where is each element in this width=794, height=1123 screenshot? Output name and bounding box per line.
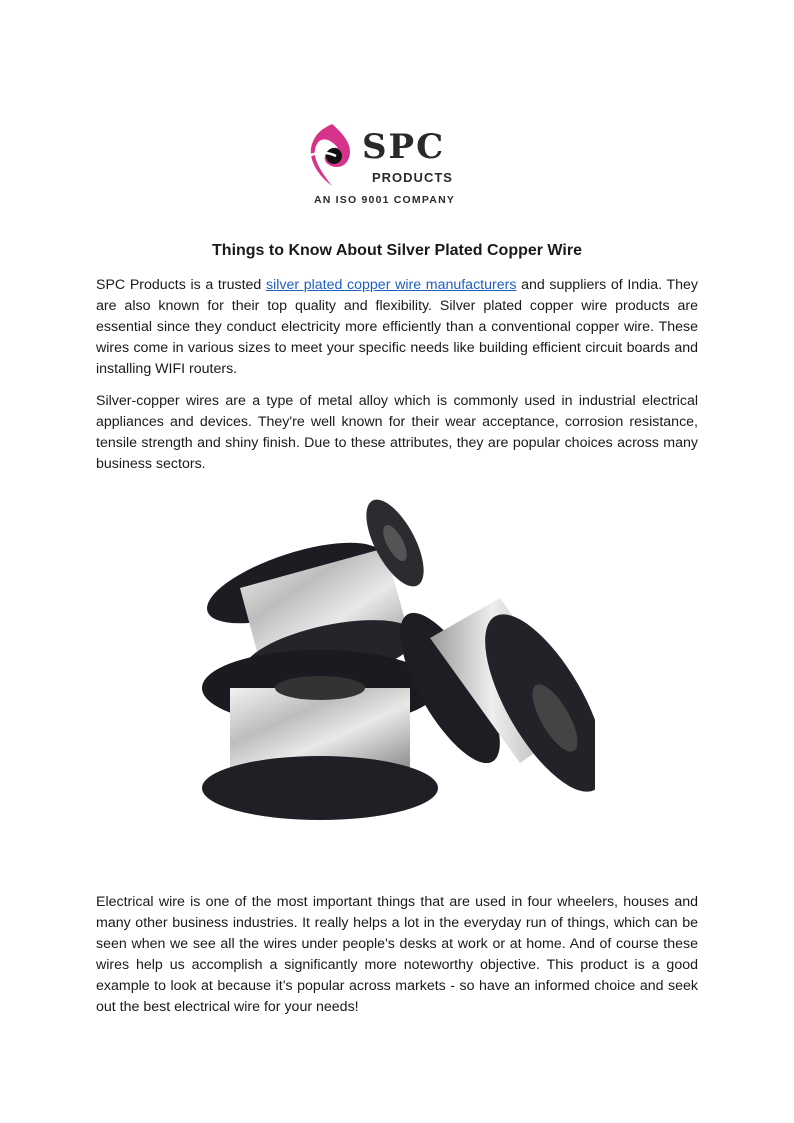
article-title: Things to Know About Silver Plated Copper Wire	[212, 242, 582, 259]
wire-spools-image	[200, 488, 595, 823]
company-logo	[300, 118, 480, 210]
paragraph-alloy: Silver-copper wires are a type of metal alloy which is commonly used in industrial electrical appliances and devices. They're well known for their wear acceptance, corrosion resistance, tensile strength and shiny finish. Due to these attributes, they are popular choices across many business sectors.	[96, 393, 698, 472]
logo-tagline: AN ISO 9001 COMPANY	[314, 194, 456, 206]
bottom-spool	[202, 650, 438, 820]
paragraph-intro	[96, 275, 698, 380]
paragraph-closing: Electrical wire is one of the most important things that are used in four wheelers, houses and many other business industries. It really helps a lot in the everyday run of things, which can be seen when we see all the wires under people's desks at work or at home. And of course these wires help us accomplish a significantly more noteworthy objective. This product is a good example to look at because it’s popular across markets - so have an informed choice and seek out the best electrical wire for your needs!	[96, 894, 698, 1015]
logo-subtitle: PRODUCTS	[372, 170, 453, 185]
manufacturers-link[interactable]: silver plated copper wire manufacturers	[265, 277, 517, 293]
paragraph-intro-rest: and suppliers of India. They are also known for their top quality and flexibility. Silver plated copper wire products are essential since they conduct electricity more efficiently than a conventional copper wire. These wires come in various sizes to meet your specific needs like building efficient circuit boards and installing WIFI routers.	[96, 277, 698, 377]
spc-logo-mark-icon	[308, 122, 356, 188]
paragraph-intro-lead: SPC Products is a trusted	[96, 277, 266, 293]
logo-brand-text: SPC	[362, 127, 446, 167]
